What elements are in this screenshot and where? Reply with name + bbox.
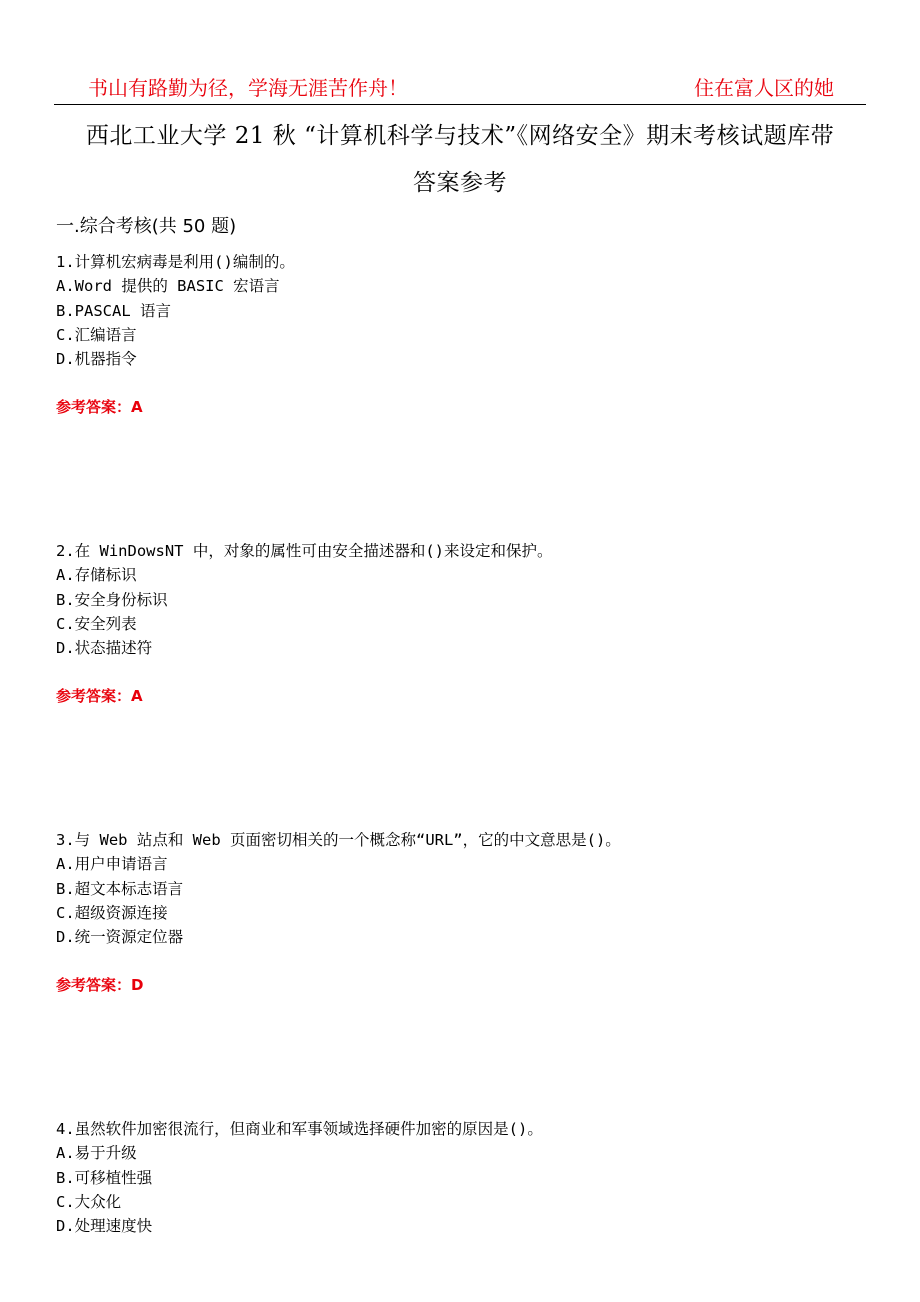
page-header <box>54 70 866 105</box>
option-b: B.可移植性强 <box>56 1168 153 1187</box>
answer: 参考答案：A <box>56 398 143 417</box>
answer: 参考答案：D <box>56 976 144 995</box>
option-b: B.超文本标志语言 <box>56 879 184 898</box>
document-title-line-1: 西北工业大学 21 秋 “计算机科学与技术”《网络安全》期末考核试题库带 <box>85 123 835 149</box>
option-c: C.安全列表 <box>56 614 137 633</box>
option-d: D.处理速度快 <box>56 1217 153 1236</box>
question-text: 1.计算机宏病毒是利用()编制的。 <box>56 253 295 271</box>
question-3 <box>56 828 876 997</box>
header-author: 住在富人区的她 <box>694 76 834 100</box>
option-d: D.机器指令 <box>56 350 137 369</box>
option-c: C.汇编语言 <box>56 325 137 344</box>
document-title-line-2: 答案参考 <box>413 170 507 196</box>
option-d: D.统一资源定位器 <box>56 928 184 947</box>
question-4 <box>56 1117 876 1238</box>
question-2 <box>56 539 876 708</box>
question-text: 3.与 Web 站点和 Web 页面密切相关的一个概念称“URL”，它的中文意思是()。 <box>56 831 621 849</box>
option-a: A.存储标识 <box>56 566 137 585</box>
option-a: A.Word 提供的 BASIC 宏语言 <box>56 277 280 296</box>
option-a: A.易于升级 <box>56 1144 137 1163</box>
question-text: 2.在 WinDowsNT 中，对象的属性可由安全描述器和()来设定和保护。 <box>56 542 553 560</box>
option-d: D.状态描述符 <box>56 639 153 658</box>
answer: 参考答案：A <box>56 687 143 706</box>
question-text: 4.虽然软件加密很流行，但商业和军事领域选择硬件加密的原因是()。 <box>56 1120 543 1138</box>
header-motto: 书山有路勤为径，学海无涯苦作舟！ <box>88 76 408 100</box>
option-a: A.用户申请语言 <box>56 855 168 874</box>
section-title: 一.综合考核(共 50 题) <box>56 216 237 237</box>
option-c: C.大众化 <box>56 1192 122 1211</box>
option-b: B.PASCAL 语言 <box>56 301 171 320</box>
question-1 <box>56 250 876 419</box>
option-b: B.安全身份标识 <box>56 590 168 609</box>
option-c: C.超级资源连接 <box>56 903 168 922</box>
